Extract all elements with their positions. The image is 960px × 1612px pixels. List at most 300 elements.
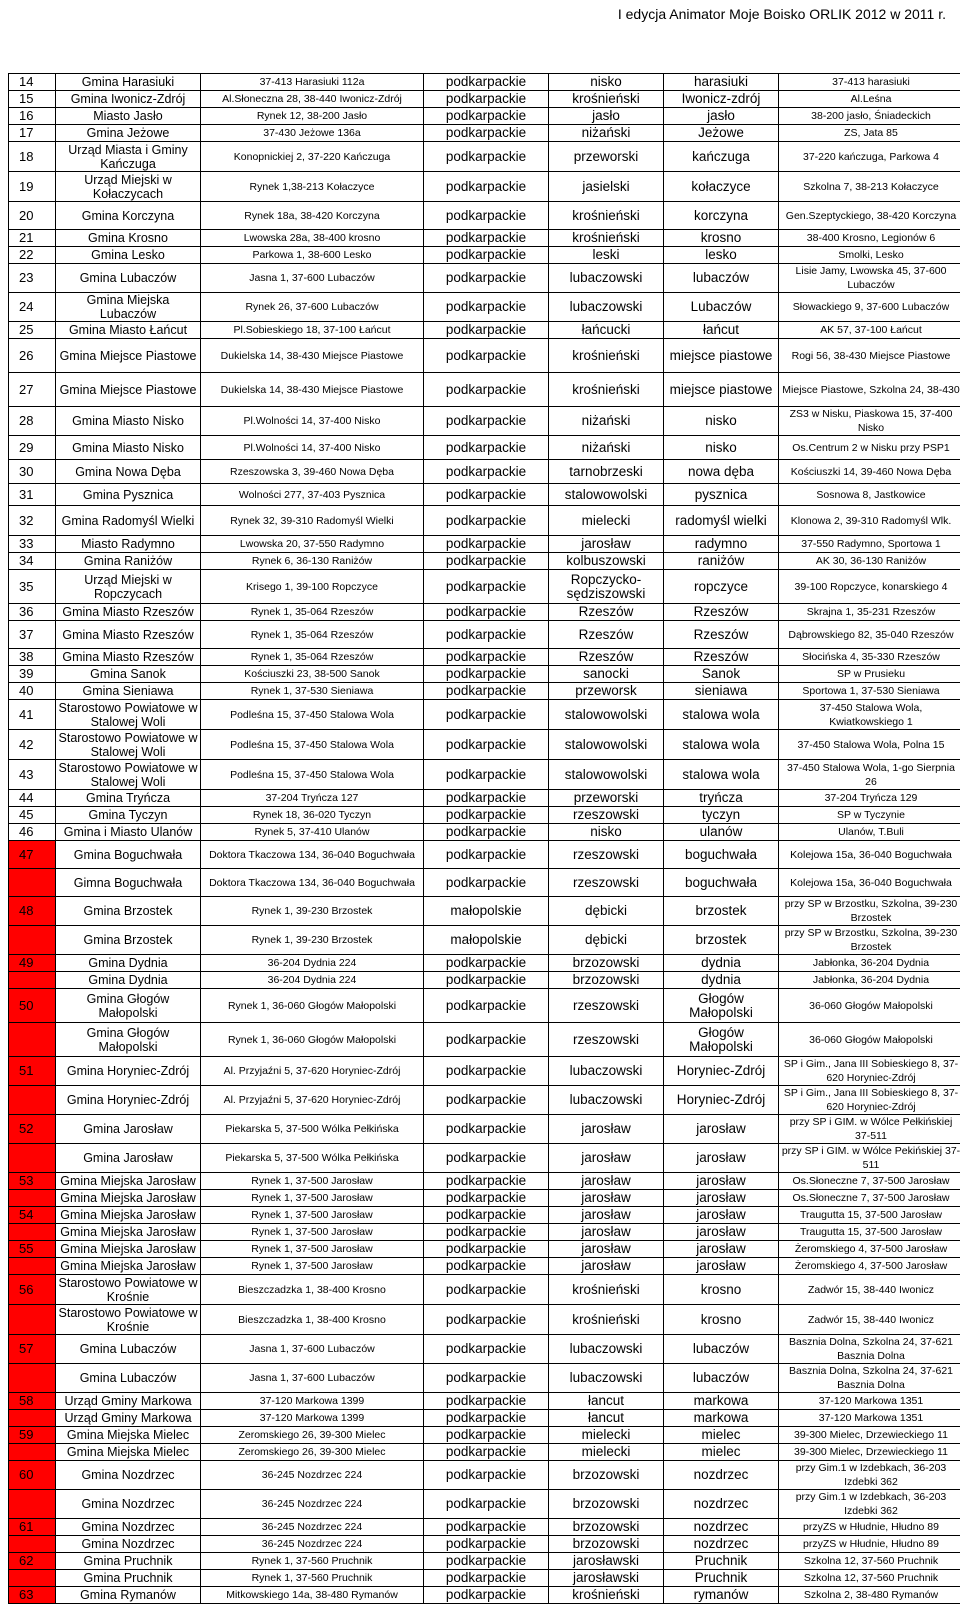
- municipality-name-cell: Gmina Miasto Rzeszów: [56, 621, 201, 649]
- row-number-cell: [9, 869, 56, 897]
- county-cell: krośnieński: [549, 339, 664, 373]
- county-cell: przeworski: [549, 142, 664, 172]
- row-number-cell: 20: [9, 202, 56, 230]
- voivodeship-cell: podkarpackie: [424, 1410, 549, 1427]
- table-row: [9, 1410, 960, 1427]
- address-cell: Zeromskiego 26, 39-300 Mielec: [201, 1444, 424, 1461]
- voivodeship-cell: podkarpackie: [424, 869, 549, 897]
- table-row: [9, 1461, 960, 1490]
- county-cell: leski: [549, 247, 664, 264]
- facility-location-cell: przyZS w Hłudnie, Hłudno 89: [779, 1519, 960, 1536]
- municipality-name-cell: Gmina Boguchwała: [56, 841, 201, 869]
- table-row: [9, 760, 960, 790]
- table-row: [9, 972, 960, 989]
- municipality-name-cell: Urząd Miasta i Gminy Kańczuga: [56, 142, 201, 172]
- address-cell: Jasna 1, 37-600 Lubaczów: [201, 1335, 424, 1364]
- facility-location-cell: SP w Prusieku: [779, 666, 960, 683]
- county-cell: lubaczowski: [549, 264, 664, 293]
- facility-location-cell: AK 57, 37-100 Łańcut: [779, 322, 960, 339]
- municipality-name-cell: Gmina Sanok: [56, 666, 201, 683]
- voivodeship-cell: podkarpackie: [424, 1144, 549, 1173]
- voivodeship-cell: podkarpackie: [424, 807, 549, 824]
- row-number-cell: 59: [9, 1427, 56, 1444]
- table-row: [9, 1224, 960, 1241]
- municipality-name-cell: Gmina Lubaczów: [56, 1335, 201, 1364]
- row-number-cell: 29: [9, 436, 56, 460]
- voivodeship-cell: podkarpackie: [424, 1057, 549, 1086]
- voivodeship-cell: podkarpackie: [424, 989, 549, 1023]
- municipality-name-cell: Gmina Nozdrzec: [56, 1519, 201, 1536]
- voivodeship-cell: podkarpackie: [424, 142, 549, 172]
- address-cell: 37-430 Jeżowe 136a: [201, 125, 424, 142]
- commune-cell: jarosław: [664, 1224, 779, 1241]
- table-row: [9, 264, 960, 293]
- facility-location-cell: 37-550 Radymno, Sportowa 1: [779, 536, 960, 553]
- county-cell: stalowowolski: [549, 760, 664, 790]
- county-cell: jarosław: [549, 536, 664, 553]
- address-cell: Rynek 1, 37-500 Jarosław: [201, 1190, 424, 1207]
- county-cell: lubaczowski: [549, 1335, 664, 1364]
- voivodeship-cell: podkarpackie: [424, 553, 549, 570]
- table-row: [9, 436, 960, 460]
- municipality-name-cell: Starostowo Powiatowe w Krośnie: [56, 1275, 201, 1305]
- facility-location-cell: 37-450 Stalowa Wola, Kwiatkowskiego 1: [779, 700, 960, 730]
- voivodeship-cell: podkarpackie: [424, 972, 549, 989]
- commune-cell: jarosław: [664, 1207, 779, 1224]
- facility-location-cell: Jabłonka, 36-204 Dydnia: [779, 972, 960, 989]
- commune-cell: jarosław: [664, 1115, 779, 1144]
- table-row: [9, 339, 960, 373]
- commune-cell: kołaczyce: [664, 172, 779, 202]
- row-number-cell: 58: [9, 1393, 56, 1410]
- address-cell: Rynek 12, 38-200 Jasło: [201, 108, 424, 125]
- address-cell: Dukielska 14, 38-430 Miejsce Piastowe: [201, 339, 424, 373]
- voivodeship-cell: podkarpackie: [424, 506, 549, 536]
- row-number-cell: 42: [9, 730, 56, 760]
- table-row: [9, 570, 960, 604]
- voivodeship-cell: podkarpackie: [424, 683, 549, 700]
- commune-cell: Lubaczów: [664, 293, 779, 322]
- address-cell: 36-245 Nozdrzec 224: [201, 1461, 424, 1490]
- municipality-name-cell: Miasto Radymno: [56, 536, 201, 553]
- facility-location-cell: ZS, Jata 85: [779, 125, 960, 142]
- commune-cell: tryńcza: [664, 790, 779, 807]
- facility-location-cell: Zadwór 15, 38-440 Iwonicz: [779, 1275, 960, 1305]
- municipality-name-cell: Gmina Głogów Małopolski: [56, 1023, 201, 1057]
- row-number-cell: 44: [9, 790, 56, 807]
- table-row: [9, 1519, 960, 1536]
- county-cell: jarosław: [549, 1144, 664, 1173]
- voivodeship-cell: podkarpackie: [424, 91, 549, 108]
- facility-location-cell: Kolejowa 15a, 36-040 Boguchwała: [779, 841, 960, 869]
- table-row: [9, 841, 960, 869]
- commune-cell: Jeżowe: [664, 125, 779, 142]
- county-cell: mielecki: [549, 1427, 664, 1444]
- table-row: [9, 1536, 960, 1553]
- address-cell: Doktora Tkaczowa 134, 36-040 Boguchwała: [201, 869, 424, 897]
- row-number-cell: 26: [9, 339, 56, 373]
- municipality-name-cell: Gmina i Miasto Ulanów: [56, 824, 201, 841]
- table-row: [9, 1587, 960, 1604]
- row-number-cell: [9, 1305, 56, 1335]
- voivodeship-cell: podkarpackie: [424, 264, 549, 293]
- row-number-cell: 49: [9, 955, 56, 972]
- table-row: [9, 1207, 960, 1224]
- table-row: [9, 1305, 960, 1335]
- voivodeship-cell: podkarpackie: [424, 172, 549, 202]
- municipality-name-cell: Starostowo Powiatowe w Krośnie: [56, 1305, 201, 1335]
- municipality-name-cell: Gmina Miejska Jarosław: [56, 1190, 201, 1207]
- facility-location-cell: Dąbrowskiego 82, 35-040 Rzeszów: [779, 621, 960, 649]
- county-cell: stalowowolski: [549, 484, 664, 506]
- facility-location-cell: Szkolna 12, 37-560 Pruchnik: [779, 1570, 960, 1587]
- municipality-name-cell: Gmina Miasto Nisko: [56, 436, 201, 460]
- voivodeship-cell: podkarpackie: [424, 1461, 549, 1490]
- voivodeship-cell: podkarpackie: [424, 407, 549, 436]
- address-cell: Rynek 6, 36-130 Raniżów: [201, 553, 424, 570]
- table-row: [9, 897, 960, 926]
- county-cell: lubaczowski: [549, 293, 664, 322]
- voivodeship-cell: podkarpackie: [424, 1587, 549, 1604]
- row-number-cell: [9, 1144, 56, 1173]
- voivodeship-cell: podkarpackie: [424, 760, 549, 790]
- address-cell: Al. Przyjaźni 5, 37-620 Horyniec-Zdrój: [201, 1057, 424, 1086]
- facility-location-cell: Kolejowa 15a, 36-040 Boguchwała: [779, 869, 960, 897]
- facility-location-cell: przy SP i GIM. w Wólce Pekińskiej 37-511: [779, 1144, 960, 1173]
- municipality-name-cell: Urząd Gminy Markowa: [56, 1393, 201, 1410]
- commune-cell: dydnia: [664, 972, 779, 989]
- row-number-cell: 41: [9, 700, 56, 730]
- address-cell: Podleśna 15, 37-450 Stalowa Wola: [201, 730, 424, 760]
- row-number-cell: 36: [9, 604, 56, 621]
- address-cell: Bieszczadzka 1, 38-400 Krosno: [201, 1305, 424, 1335]
- address-cell: Rynek 1, 35-064 Rzeszów: [201, 604, 424, 621]
- municipality-name-cell: Gmina Jarosław: [56, 1144, 201, 1173]
- municipality-name-cell: Gmina Pruchnik: [56, 1570, 201, 1587]
- address-cell: Rynek 1, 37-560 Pruchnik: [201, 1553, 424, 1570]
- row-number-cell: 55: [9, 1241, 56, 1258]
- address-cell: Rynek 1,38-213 Kołaczyce: [201, 172, 424, 202]
- voivodeship-cell: podkarpackie: [424, 841, 549, 869]
- row-number-cell: 30: [9, 460, 56, 484]
- commune-cell: stalowa wola: [664, 730, 779, 760]
- commune-cell: korczyna: [664, 202, 779, 230]
- commune-cell: markowa: [664, 1410, 779, 1427]
- row-number-cell: 28: [9, 407, 56, 436]
- address-cell: 37-120 Markowa 1399: [201, 1393, 424, 1410]
- commune-cell: Sanok: [664, 666, 779, 683]
- voivodeship-cell: podkarpackie: [424, 125, 549, 142]
- facility-location-cell: 37-413 harasiuki: [779, 74, 960, 91]
- municipality-name-cell: Gmina Nowa Dęba: [56, 460, 201, 484]
- commune-cell: jasło: [664, 108, 779, 125]
- row-number-cell: [9, 1536, 56, 1553]
- facility-location-cell: Szkolna 12, 37-560 Pruchnik: [779, 1553, 960, 1570]
- county-cell: mielecki: [549, 506, 664, 536]
- address-cell: Rynek 1, 36-060 Głogów Małopolski: [201, 989, 424, 1023]
- commune-cell: Głogów Małopolski: [664, 989, 779, 1023]
- facility-location-cell: 37-450 Stalowa Wola, Polna 15: [779, 730, 960, 760]
- address-cell: Lwowska 28a, 38-400 krosno: [201, 230, 424, 247]
- facility-location-cell: Traugutta 15, 37-500 Jarosław: [779, 1224, 960, 1241]
- address-cell: Piekarska 5, 37-500 Wólka Pełkińska: [201, 1115, 424, 1144]
- facility-location-cell: Miejsce Piastowe, Szkolna 24, 38-430: [779, 373, 960, 407]
- table-row: [9, 666, 960, 683]
- commune-cell: Horyniec-Zdrój: [664, 1057, 779, 1086]
- address-cell: 36-204 Dydnia 224: [201, 955, 424, 972]
- municipality-name-cell: Gmina Nozdrzec: [56, 1536, 201, 1553]
- county-cell: niżański: [549, 125, 664, 142]
- row-number-cell: 33: [9, 536, 56, 553]
- voivodeship-cell: podkarpackie: [424, 247, 549, 264]
- voivodeship-cell: podkarpackie: [424, 1490, 549, 1519]
- facility-location-cell: Os.Słoneczne 7, 37-500 Jarosław: [779, 1173, 960, 1190]
- address-cell: Pl.Sobieskiego 18, 37-100 Łańcut: [201, 322, 424, 339]
- table-row: [9, 293, 960, 322]
- row-number-cell: 35: [9, 570, 56, 604]
- commune-cell: Rzeszów: [664, 621, 779, 649]
- address-cell: Al.Słoneczna 28, 38-440 Iwonicz-Zdrój: [201, 91, 424, 108]
- municipality-name-cell: Gmina Miejska Jarosław: [56, 1258, 201, 1275]
- facility-location-cell: 39-300 Mielec, Drzewieckiego 11: [779, 1444, 960, 1461]
- county-cell: rzeszowski: [549, 989, 664, 1023]
- municipality-name-cell: Gmina Rymanów: [56, 1587, 201, 1604]
- table-row: [9, 1275, 960, 1305]
- row-number-cell: 37: [9, 621, 56, 649]
- table-row: [9, 1023, 960, 1057]
- county-cell: brzozowski: [549, 1461, 664, 1490]
- facility-location-cell: 36-060 Głogów Małopolski: [779, 989, 960, 1023]
- facility-location-cell: przy Gim.1 w Izdebkach, 36-203 Izdebki 362: [779, 1490, 960, 1519]
- row-number-cell: 54: [9, 1207, 56, 1224]
- voivodeship-cell: podkarpackie: [424, 1241, 549, 1258]
- facility-location-cell: 39-300 Mielec, Drzewieckiego 11: [779, 1427, 960, 1444]
- commune-cell: Iwonicz-zdrój: [664, 91, 779, 108]
- commune-cell: krosno: [664, 230, 779, 247]
- municipality-name-cell: Gmina Jarosław: [56, 1115, 201, 1144]
- row-number-cell: 60: [9, 1461, 56, 1490]
- table-row: [9, 142, 960, 172]
- county-cell: brzozowski: [549, 955, 664, 972]
- municipality-name-cell: Gmina Miejska Jarosław: [56, 1207, 201, 1224]
- row-number-cell: 32: [9, 506, 56, 536]
- voivodeship-cell: podkarpackie: [424, 570, 549, 604]
- row-number-cell: [9, 926, 56, 955]
- county-cell: krośnieński: [549, 230, 664, 247]
- table-row: [9, 536, 960, 553]
- municipality-name-cell: Gmina Horyniec-Zdrój: [56, 1057, 201, 1086]
- voivodeship-cell: podkarpackie: [424, 1536, 549, 1553]
- facility-location-cell: Słocińska 4, 35-330 Rzeszów: [779, 649, 960, 666]
- county-cell: stalowowolski: [549, 700, 664, 730]
- commune-cell: jarosław: [664, 1144, 779, 1173]
- facility-location-cell: AK 30, 36-130 Raniżów: [779, 553, 960, 570]
- table-row: [9, 322, 960, 339]
- row-number-cell: 31: [9, 484, 56, 506]
- row-number-cell: 62: [9, 1553, 56, 1570]
- county-cell: brzozowski: [549, 1519, 664, 1536]
- municipality-name-cell: Gmina Pysznica: [56, 484, 201, 506]
- table-row: [9, 247, 960, 264]
- facility-location-cell: Szkolna 7, 38-213 Kołaczyce: [779, 172, 960, 202]
- address-cell: Rynek 1, 37-560 Pruchnik: [201, 1570, 424, 1587]
- address-cell: Wolności 277, 37-403 Pysznica: [201, 484, 424, 506]
- municipality-name-cell: Gmina Miasto Rzeszów: [56, 649, 201, 666]
- municipality-name-cell: Gmina Pruchnik: [56, 1553, 201, 1570]
- table-row: [9, 989, 960, 1023]
- county-cell: brzozowski: [549, 1490, 664, 1519]
- county-cell: jasło: [549, 108, 664, 125]
- commune-cell: jarosław: [664, 1173, 779, 1190]
- row-number-cell: 18: [9, 142, 56, 172]
- row-number-cell: 61: [9, 1519, 56, 1536]
- municipality-name-cell: Gmina Brzostek: [56, 926, 201, 955]
- commune-cell: lubaczów: [664, 264, 779, 293]
- table-row: [9, 790, 960, 807]
- row-number-cell: 50: [9, 989, 56, 1023]
- row-number-cell: 39: [9, 666, 56, 683]
- municipality-name-cell: Gmina Lubaczów: [56, 1364, 201, 1393]
- row-number-cell: 34: [9, 553, 56, 570]
- table-row: [9, 1570, 960, 1587]
- row-number-cell: 40: [9, 683, 56, 700]
- row-number-cell: 38: [9, 649, 56, 666]
- row-number-cell: 56: [9, 1275, 56, 1305]
- address-cell: Rynek 1, 37-500 Jarosław: [201, 1258, 424, 1275]
- table-row: [9, 506, 960, 536]
- address-cell: Rynek 1, 37-500 Jarosław: [201, 1224, 424, 1241]
- county-cell: krośnieński: [549, 373, 664, 407]
- municipality-name-cell: Gmina Raniżów: [56, 553, 201, 570]
- commune-cell: kańczuga: [664, 142, 779, 172]
- voivodeship-cell: podkarpackie: [424, 1190, 549, 1207]
- commune-cell: jarosław: [664, 1258, 779, 1275]
- facility-location-cell: Kościuszki 14, 39-460 Nowa Dęba: [779, 460, 960, 484]
- commune-cell: lubaczów: [664, 1364, 779, 1393]
- facility-location-cell: przy SP w Brzostku, Szkolna, 39-230 Brzostek: [779, 926, 960, 955]
- row-number-cell: 52: [9, 1115, 56, 1144]
- table-row: [9, 1335, 960, 1364]
- municipality-name-cell: Gmina Dydnia: [56, 955, 201, 972]
- facility-location-cell: Basznia Dolna, Szkolna 24, 37-621 Basznia Dolna: [779, 1364, 960, 1393]
- orlik-animators-table: [8, 73, 960, 1604]
- row-number-cell: [9, 1086, 56, 1115]
- row-number-cell: 45: [9, 807, 56, 824]
- table-row: [9, 926, 960, 955]
- voivodeship-cell: podkarpackie: [424, 730, 549, 760]
- row-number-cell: 43: [9, 760, 56, 790]
- address-cell: Piekarska 5, 37-500 Wólka Pełkińska: [201, 1144, 424, 1173]
- table-row: [9, 91, 960, 108]
- address-cell: Rynek 1, 35-064 Rzeszów: [201, 621, 424, 649]
- voivodeship-cell: podkarpackie: [424, 460, 549, 484]
- voivodeship-cell: podkarpackie: [424, 1023, 549, 1057]
- county-cell: Rzeszów: [549, 621, 664, 649]
- voivodeship-cell: podkarpackie: [424, 790, 549, 807]
- address-cell: Rynek 1, 37-500 Jarosław: [201, 1173, 424, 1190]
- table-row: [9, 700, 960, 730]
- table-row: [9, 1393, 960, 1410]
- address-cell: Rynek 1, 37-500 Jarosław: [201, 1207, 424, 1224]
- facility-location-cell: Klonowa 2, 39-310 Radomyśl Wlk.: [779, 506, 960, 536]
- county-cell: krośnieński: [549, 1305, 664, 1335]
- table-row: [9, 1144, 960, 1173]
- municipality-name-cell: Urząd Gminy Markowa: [56, 1410, 201, 1427]
- commune-cell: miejsce piastowe: [664, 339, 779, 373]
- commune-cell: brzostek: [664, 897, 779, 926]
- address-cell: Parkowa 1, 38-600 Lesko: [201, 247, 424, 264]
- table-row: [9, 1173, 960, 1190]
- address-cell: Rynek 26, 37-600 Lubaczów: [201, 293, 424, 322]
- facility-location-cell: Sportowa 1, 37-530 Sieniawa: [779, 683, 960, 700]
- row-number-cell: 51: [9, 1057, 56, 1086]
- table-row: [9, 407, 960, 436]
- county-cell: rzeszowski: [549, 841, 664, 869]
- county-cell: kolbuszowski: [549, 553, 664, 570]
- commune-cell: mielec: [664, 1427, 779, 1444]
- address-cell: Podleśna 15, 37-450 Stalowa Wola: [201, 760, 424, 790]
- commune-cell: mielec: [664, 1444, 779, 1461]
- facility-location-cell: 38-400 Krosno, Legionów 6: [779, 230, 960, 247]
- commune-cell: nozdrzec: [664, 1536, 779, 1553]
- commune-cell: sieniawa: [664, 683, 779, 700]
- county-cell: jarosław: [549, 1115, 664, 1144]
- facility-location-cell: Smolki, Lesko: [779, 247, 960, 264]
- county-cell: nisko: [549, 824, 664, 841]
- address-cell: Jasna 1, 37-600 Lubaczów: [201, 264, 424, 293]
- commune-cell: nisko: [664, 407, 779, 436]
- voivodeship-cell: podkarpackie: [424, 1553, 549, 1570]
- row-number-cell: 47: [9, 841, 56, 869]
- county-cell: lubaczowski: [549, 1364, 664, 1393]
- municipality-name-cell: Gmina Tryńcza: [56, 790, 201, 807]
- municipality-name-cell: Gmina Tyczyn: [56, 807, 201, 824]
- facility-location-cell: SP w Tyczynie: [779, 807, 960, 824]
- commune-cell: boguchwała: [664, 841, 779, 869]
- municipality-name-cell: Starostowo Powiatowe w Stalowej Woli: [56, 700, 201, 730]
- municipality-name-cell: Gmina Lubaczów: [56, 264, 201, 293]
- commune-cell: radomyśl wielki: [664, 506, 779, 536]
- municipality-name-cell: Gmina Miasto Nisko: [56, 407, 201, 436]
- voivodeship-cell: podkarpackie: [424, 108, 549, 125]
- address-cell: Doktora Tkaczowa 134, 36-040 Boguchwała: [201, 841, 424, 869]
- address-cell: Konopnickiej 2, 37-220 Kańczuga: [201, 142, 424, 172]
- municipality-name-cell: Gmina Miejska Mielec: [56, 1427, 201, 1444]
- voivodeship-cell: podkarpackie: [424, 1086, 549, 1115]
- address-cell: Rynek 1, 36-060 Głogów Małopolski: [201, 1023, 424, 1057]
- commune-cell: krosno: [664, 1305, 779, 1335]
- facility-location-cell: Szkolna 2, 38-480 Rymanów: [779, 1587, 960, 1604]
- voivodeship-cell: podkarpackie: [424, 1364, 549, 1393]
- municipality-name-cell: Starostowo Powiatowe w Stalowej Woli: [56, 760, 201, 790]
- address-cell: 37-204 Tryńcza 127: [201, 790, 424, 807]
- table-row: [9, 649, 960, 666]
- table-row: [9, 1427, 960, 1444]
- facility-location-cell: 36-060 Głogów Małopolski: [779, 1023, 960, 1057]
- address-cell: Rynek 18a, 38-420 Korczyna: [201, 202, 424, 230]
- municipality-name-cell: Gmina Sieniawa: [56, 683, 201, 700]
- address-cell: Zeromskiego 26, 39-300 Mielec: [201, 1427, 424, 1444]
- facility-location-cell: przy SP i GIM. w Wólce Pełkińskiej 37-511: [779, 1115, 960, 1144]
- county-cell: Ropczycko-sędziszowski: [549, 570, 664, 604]
- commune-cell: radymno: [664, 536, 779, 553]
- voivodeship-cell: podkarpackie: [424, 339, 549, 373]
- table-row: [9, 824, 960, 841]
- address-cell: 36-245 Nozdrzec 224: [201, 1490, 424, 1519]
- table-row: [9, 604, 960, 621]
- row-number-cell: 46: [9, 824, 56, 841]
- municipality-name-cell: Gmina Miejsce Piastowe: [56, 373, 201, 407]
